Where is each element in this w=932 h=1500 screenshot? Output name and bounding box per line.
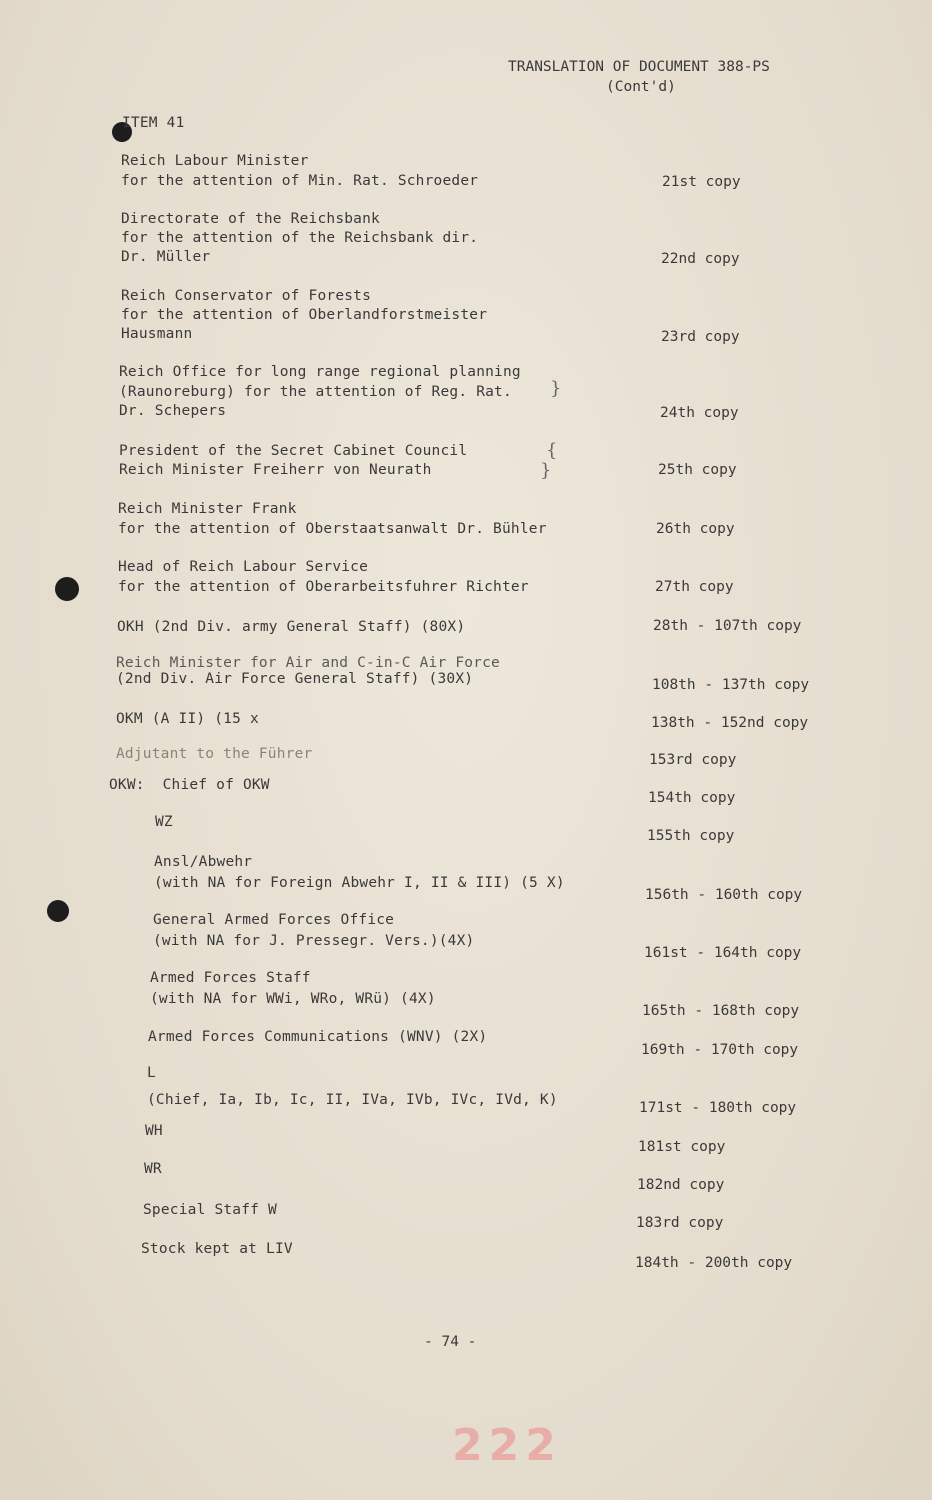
entry-line: Reich Minister Freiherr von Neurath xyxy=(119,462,432,478)
handwritten-brace: { xyxy=(546,440,558,461)
page-number: - 74 - xyxy=(424,1334,477,1350)
item-label: ITEM 41 xyxy=(122,115,185,131)
handwritten-brace: } xyxy=(540,460,552,481)
entry-line: Armed Forces Staff xyxy=(150,970,311,986)
entry-line: Ansl/Abwehr xyxy=(154,854,253,870)
copy-number: 21st copy xyxy=(662,174,741,190)
stamp-number: 222 xyxy=(452,1420,562,1471)
copy-number: 155th copy xyxy=(647,828,735,844)
entry-line: Adjutant to the Führer xyxy=(116,746,313,762)
entry-line: Reich Minister Frank xyxy=(118,501,297,517)
copy-number: 161st - 164th copy xyxy=(644,945,802,961)
entry-line: WR xyxy=(144,1161,162,1177)
copy-number: 184th - 200th copy xyxy=(635,1255,793,1271)
punch-hole xyxy=(55,577,79,601)
entry-line: OKH (2nd Div. army General Staff) (80X) xyxy=(117,619,466,635)
entry-line: (with NA for Foreign Abwehr I, II & III) (5 X) xyxy=(154,875,565,891)
copy-number: 27th copy xyxy=(655,579,734,595)
entry-line: (2nd Div. Air Force General Staff) (30X) xyxy=(116,671,474,687)
copy-number: 183rd copy xyxy=(636,1215,724,1231)
copy-number: 169th - 170th copy xyxy=(641,1042,799,1058)
punch-hole xyxy=(47,900,69,922)
entry-line: for the attention of Oberstaatsanwalt Dr. Bühler xyxy=(118,521,547,537)
entry-line: (Raunoreburg) for the attention of Reg. Rat. xyxy=(119,384,512,400)
entry-line: Hausmann xyxy=(121,326,193,342)
copy-number: 153rd copy xyxy=(649,752,737,768)
entry-line: (with NA for J. Pressegr. Vers.)(4X) xyxy=(153,933,475,949)
copy-number: 171st - 180th copy xyxy=(639,1100,797,1116)
entry-line: Head of Reich Labour Service xyxy=(118,559,369,575)
copy-number: 25th copy xyxy=(658,462,737,478)
handwritten-brace: } xyxy=(550,378,562,399)
entry-line: Armed Forces Communications (WNV) (2X) xyxy=(148,1029,488,1045)
entry-line: L xyxy=(147,1065,156,1081)
copy-number: 23rd copy xyxy=(661,329,740,345)
entry-line: WZ xyxy=(155,814,173,830)
entry-line: Directorate of the Reichsbank xyxy=(121,211,380,227)
document-subtitle: (Cont'd) xyxy=(606,79,676,95)
entry-line: Stock kept at LIV xyxy=(141,1241,293,1257)
entry-line: Reich Conservator of Forests xyxy=(121,288,372,304)
copy-number: 22nd copy xyxy=(661,251,740,267)
entry-line: Reich Office for long range regional planning xyxy=(119,364,521,380)
entry-line: WH xyxy=(145,1123,163,1139)
entry-line: OKM (A II) (15 x xyxy=(116,711,259,727)
entry-line: Dr. Schepers xyxy=(119,403,227,419)
entry-line: for the attention of Oberarbeitsfuhrer Richter xyxy=(118,579,529,595)
entry-line: for the attention of the Reichsbank dir. xyxy=(121,230,479,246)
copy-number: 138th - 152nd copy xyxy=(651,715,809,731)
copy-number: 182nd copy xyxy=(637,1177,725,1193)
copy-number: 156th - 160th copy xyxy=(645,887,803,903)
entry-line: (Chief, Ia, Ib, Ic, II, IVa, IVb, IVc, IVd, K) xyxy=(147,1092,558,1108)
copy-number: 154th copy xyxy=(648,790,736,806)
entry-line: General Armed Forces Office xyxy=(153,912,395,928)
entry-line: Special Staff W xyxy=(143,1202,277,1218)
document-title: TRANSLATION OF DOCUMENT 388-PS xyxy=(508,59,770,75)
copy-number: 108th - 137th copy xyxy=(652,677,810,693)
entry-line: Dr. Müller xyxy=(121,249,211,265)
copy-number: 24th copy xyxy=(660,405,739,421)
entry-line: Reich Minister for Air and C-in-C Air Force xyxy=(116,655,500,671)
copy-number: 181st copy xyxy=(638,1139,726,1155)
copy-number: 26th copy xyxy=(656,521,735,537)
copy-number: 28th - 107th copy xyxy=(653,618,802,634)
entry-line: Reich Labour Minister xyxy=(121,153,309,169)
entry-line: (with NA for WWi, WRo, WRü) (4X) xyxy=(150,991,436,1007)
entry-line: OKW: Chief of OKW xyxy=(109,777,270,793)
entry-line: for the attention of Oberlandforstmeister xyxy=(121,307,488,323)
copy-number: 165th - 168th copy xyxy=(642,1003,800,1019)
entry-line: for the attention of Min. Rat. Schroeder xyxy=(121,173,479,189)
entry-line: President of the Secret Cabinet Council xyxy=(119,443,468,459)
